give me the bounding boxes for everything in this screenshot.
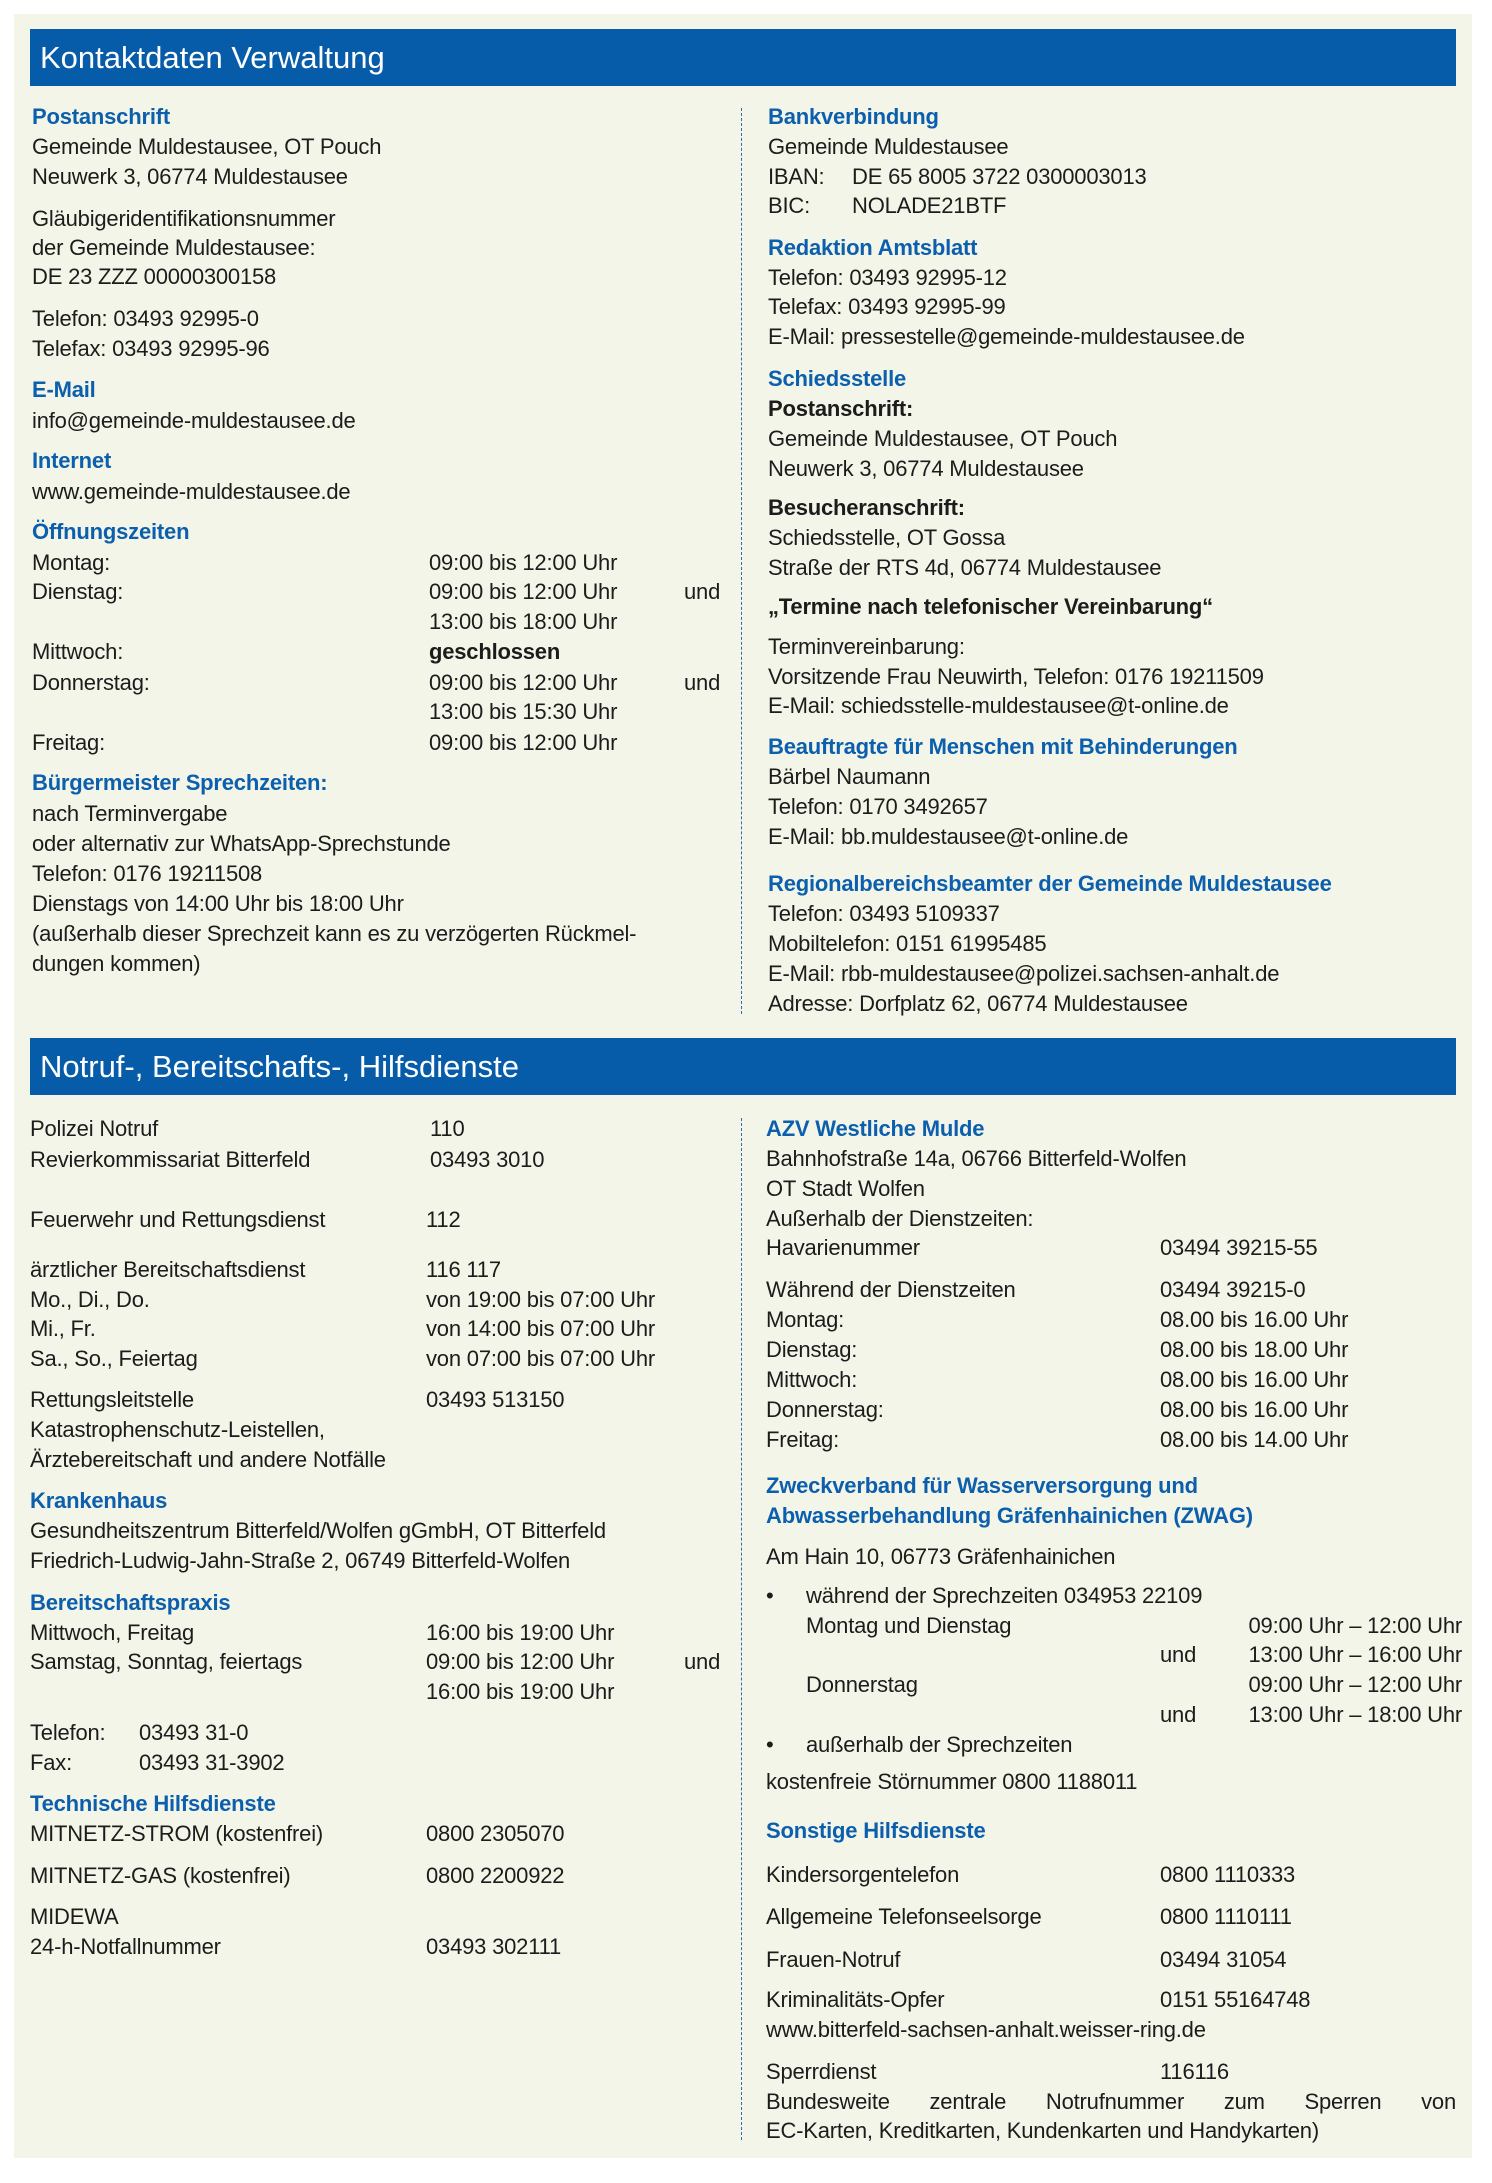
address-line: Am Hain 10, 06773 Gräfenhainichen: [766, 1544, 1116, 1569]
service-label: MITNETZ-STROM (kostenfrei): [30, 1821, 324, 1846]
day-label: Freitag:: [32, 730, 105, 755]
section-header-verwaltung: Kontaktdaten Verwaltung: [30, 29, 1456, 86]
tel-label: Telefon:: [30, 1720, 106, 1745]
email-link[interactable]: E-Mail: pressestelle@gemeinde-muldestausee.de: [768, 324, 1245, 349]
hours: 09:00 bis 12:00 Uhr: [429, 579, 618, 604]
bullet-icon: •: [766, 1732, 774, 1757]
service-number: 03493 302111: [426, 1934, 562, 1959]
hours: 16:00 bis 19:00 Uhr: [426, 1679, 615, 1704]
address-line: Neuwerk 3, 06774 Muldestausee: [32, 164, 348, 189]
service-hours: von 07:00 bis 07:00 Uhr: [426, 1346, 655, 1371]
bank-name: Gemeinde Muldestausee: [768, 134, 1009, 159]
heading-krankenhaus: Krankenhaus: [30, 1488, 168, 1513]
hours: 09:00 bis 12:00 Uhr: [429, 550, 618, 575]
day-label: Donnerstag:: [766, 1397, 884, 1422]
text-line: Außerhalb der Dienstzeiten:: [766, 1206, 1034, 1231]
heading-zwag: Zweckverband für Wasserversorgung und: [766, 1473, 1198, 1498]
day-label: Dienstag:: [766, 1337, 858, 1362]
service-label: Frauen-Notruf: [766, 1947, 901, 1972]
service-label: Sperrdienst: [766, 2059, 877, 2084]
and-label: und: [1160, 1642, 1197, 1667]
email-link[interactable]: E-Mail: bb.muldestausee@t-online.de: [768, 824, 1129, 849]
address-line: Schiedsstelle, OT Gossa: [768, 525, 1006, 550]
service-note: EC-Karten, Kreditkarten, Kundenkarten und Handykarten): [766, 2118, 1319, 2143]
bic-value: NOLADE21BTF: [852, 193, 1007, 218]
day-label: Dienstag:: [32, 579, 124, 604]
heading-oeffnungszeiten: Öffnungszeiten: [32, 519, 190, 544]
service-note: Ärztebereitschaft und andere Notfälle: [30, 1447, 386, 1472]
and-label: und: [1160, 1702, 1197, 1727]
text-line: dungen kommen): [32, 951, 201, 976]
email-link[interactable]: E-Mail: rbb-muldestausee@polizei.sachsen-anhalt.de: [768, 961, 1280, 986]
day-label: Montag:: [766, 1307, 845, 1332]
telefon: Telefon: 0170 3492657: [768, 794, 988, 819]
hours: 09:00 Uhr – 12:00 Uhr: [1248, 1613, 1462, 1638]
text-line: Dienstags von 14:00 Uhr bis 18:00 Uhr: [32, 891, 404, 916]
bullet-text: außerhalb der Sprechzeiten: [806, 1732, 1073, 1757]
heading-regional: Regionalbereichsbeamter der Gemeinde Muldestausee: [768, 871, 1332, 896]
hours: 08.00 bis 16.00 Uhr: [1160, 1307, 1349, 1332]
service-number: 03493 513150: [426, 1387, 565, 1412]
service-label: Kriminalitäts-Opfer: [766, 1987, 945, 2012]
service-label: MIDEWA: [30, 1904, 119, 1929]
service-number: 03493 3010: [430, 1147, 545, 1172]
visitor-label: Besucheranschrift:: [768, 495, 965, 520]
appointment-note: „Termine nach telefonischer Vereinbarung“: [768, 594, 1213, 619]
heading-buergermeister: Bürgermeister Sprechzeiten:: [32, 770, 328, 795]
mobil: Mobiltelefon: 0151 61995485: [768, 931, 1047, 956]
service-note: Katastrophenschutz-Leistellen,: [30, 1417, 325, 1442]
bic-label: BIC:: [768, 193, 810, 218]
day-label: Mittwoch, Freitag: [30, 1620, 195, 1645]
website-link[interactable]: www.gemeinde-muldestausee.de: [32, 479, 351, 504]
address-line: Bahnhofstraße 14a, 06766 Bitterfeld-Wolfen: [766, 1146, 1187, 1171]
and-label: und: [684, 579, 721, 604]
bullet-icon: •: [766, 1583, 774, 1608]
section-header-notruf: Notruf-, Bereitschafts-, Hilfsdienste: [30, 1038, 1456, 1095]
service-number: 0151 55164748: [1160, 1987, 1311, 2012]
hours: 09:00 bis 12:00 Uhr: [426, 1649, 615, 1674]
day-label: Montag und Dienstag: [806, 1613, 1012, 1638]
hours: 08.00 bis 16.00 Uhr: [1160, 1367, 1349, 1392]
service-number: 03494 31054: [1160, 1947, 1287, 1972]
post-label: Postanschrift:: [768, 396, 914, 421]
hours: 09:00 Uhr – 12:00 Uhr: [1248, 1672, 1462, 1697]
hours: 08.00 bis 16.00 Uhr: [1160, 1397, 1349, 1422]
service-label: MITNETZ-GAS (kostenfrei): [30, 1863, 291, 1888]
service-hours: von 19:00 bis 07:00 Uhr: [426, 1287, 655, 1312]
day-label: Montag:: [32, 550, 111, 575]
service-label: Feuerwehr und Rettungsdienst: [30, 1207, 326, 1232]
day-label: Mittwoch:: [766, 1367, 858, 1392]
service-label: Havarienummer: [766, 1235, 920, 1260]
fax-label: Fax:: [30, 1750, 72, 1775]
service-label: Während der Dienstzeiten: [766, 1277, 1016, 1302]
telefon: Telefon: 03493 92995-0: [32, 306, 259, 331]
service-label: Revierkommissariat Bitterfeld: [30, 1147, 311, 1172]
tel-value: 03493 31-0: [139, 1720, 249, 1745]
hours: 13:00 bis 18:00 Uhr: [429, 609, 618, 634]
hours: 13:00 Uhr – 16:00 Uhr: [1248, 1642, 1462, 1667]
hours: 08.00 bis 14.00 Uhr: [1160, 1427, 1349, 1452]
service-label: Sa., So., Feiertag: [30, 1346, 198, 1371]
service-label: Polizei Notruf: [30, 1116, 159, 1141]
service-label: 24-h-Notfallnummer: [30, 1934, 221, 1959]
iban-label: IBAN:: [768, 164, 825, 189]
hours: 09:00 bis 12:00 Uhr: [429, 670, 618, 695]
service-number: 0800 1110333: [1160, 1862, 1296, 1887]
fault-number: kostenfreie Störnummer 0800 1188011: [766, 1769, 1138, 1794]
service-number: 0800 1110111: [1160, 1904, 1292, 1929]
and-label: und: [684, 1649, 721, 1674]
hours: 09:00 bis 12:00 Uhr: [429, 730, 618, 755]
address-line: Straße der RTS 4d, 06774 Muldestausee: [768, 555, 1162, 580]
hours: 08.00 bis 18.00 Uhr: [1160, 1337, 1349, 1362]
address-line: Neuwerk 3, 06774 Muldestausee: [768, 456, 1084, 481]
heading-schiedsstelle: Schiedsstelle: [768, 366, 907, 391]
iban-value: DE 65 8005 3722 0300003013: [852, 164, 1147, 189]
service-label: Kindersorgentelefon: [766, 1862, 960, 1887]
appointment-label: Terminvereinbarung:: [768, 634, 965, 659]
heading-technisch: Technische Hilfsdienste: [30, 1791, 276, 1816]
fax-value: 03493 31-3902: [139, 1750, 285, 1775]
hours: 13:00 Uhr – 18:00 Uhr: [1248, 1702, 1462, 1727]
email-link[interactable]: E-Mail: schiedsstelle-muldestausee@t-online.de: [768, 693, 1229, 718]
creditor-id-label: Gläubigeridentifikationsnummer: [32, 206, 336, 231]
address-line: Gemeinde Muldestausee, OT Pouch: [768, 426, 1118, 451]
service-hours: von 14:00 bis 07:00 Uhr: [426, 1316, 655, 1341]
heading-beauftragte: Beauftragte für Menschen mit Behinderungen: [768, 734, 1238, 759]
heading-sonstige: Sonstige Hilfsdienste: [766, 1818, 986, 1843]
service-label: Mi., Fr.: [30, 1316, 96, 1341]
column-divider: [741, 1118, 742, 2140]
bullet-text: während der Sprechzeiten 034953 22109: [806, 1583, 1203, 1608]
creditor-id-label: der Gemeinde Muldestausee:: [32, 235, 316, 260]
service-number: 116116: [1160, 2059, 1229, 2084]
telefon: Telefon: 03493 92995-12: [768, 265, 1007, 290]
heading-internet: Internet: [32, 448, 112, 473]
service-label: Mo., Di., Do.: [30, 1287, 150, 1312]
heading-postanschrift: Postanschrift: [32, 104, 170, 129]
contact-line: Vorsitzende Frau Neuwirth, Telefon: 0176 19211509: [768, 664, 1264, 689]
creditor-id-value: DE 23 ZZZ 00000300158: [32, 264, 277, 289]
hours: 16:00 bis 19:00 Uhr: [426, 1620, 615, 1645]
heading-azv: AZV Westliche Mulde: [766, 1116, 985, 1141]
website-link[interactable]: www.bitterfeld-sachsen-anhalt.weisser-ring.de: [766, 2017, 1206, 2042]
day-label: Donnerstag:: [32, 670, 150, 695]
service-label: Allgemeine Telefonseelsorge: [766, 1904, 1042, 1929]
day-label: Donnerstag: [806, 1672, 918, 1697]
service-number: 112: [426, 1207, 461, 1232]
heading-bankverbindung: Bankverbindung: [768, 104, 939, 129]
service-number: 0800 2200922: [426, 1863, 565, 1888]
telefax: Telefax: 03493 92995-99: [768, 294, 1006, 319]
telefon: Telefon: 03493 5109337: [768, 901, 1000, 926]
heading-zwag: Abwasserbehandlung Gräfenhainichen (ZWAG): [766, 1503, 1253, 1528]
text-line: oder alternativ zur WhatsApp-Sprechstunde: [32, 831, 451, 856]
heading-bereitschaftspraxis: Bereitschaftspraxis: [30, 1590, 231, 1615]
service-label: ärztlicher Bereitschaftsdienst: [30, 1257, 306, 1282]
heading-email: E-Mail: [32, 377, 96, 402]
address-line: Gesundheitszentrum Bitterfeld/Wolfen gGmbH, OT Bitterfeld: [30, 1518, 606, 1543]
address-line: Gemeinde Muldestausee, OT Pouch: [32, 134, 382, 159]
hours: geschlossen: [429, 639, 561, 664]
email-link[interactable]: info@gemeinde-muldestausee.de: [32, 408, 356, 433]
service-note: Bundesweite zentrale Notrufnummer zum Sperren von: [766, 2089, 1456, 2114]
heading-redaktion: Redaktion Amtsblatt: [768, 235, 978, 260]
service-number: 110: [430, 1116, 465, 1141]
text-line: (außerhalb dieser Sprechzeit kann es zu verzögerten Rückmel-: [32, 921, 637, 946]
day-label: Mittwoch:: [32, 639, 124, 664]
address-line: Adresse: Dorfplatz 62, 06774 Muldestausee: [768, 991, 1188, 1016]
service-number: 0800 2305070: [426, 1821, 565, 1846]
column-divider: [741, 108, 742, 1014]
address-line: Friedrich-Ludwig-Jahn-Straße 2, 06749 Bitterfeld-Wolfen: [30, 1548, 571, 1573]
service-number: 116 117: [426, 1257, 501, 1282]
day-label: Samstag, Sonntag, feiertags: [30, 1649, 303, 1674]
address-line: OT Stadt Wolfen: [766, 1176, 925, 1201]
and-label: und: [684, 670, 721, 695]
service-number: 03494 39215-0: [1160, 1277, 1306, 1302]
service-label: Rettungsleitstelle: [30, 1387, 194, 1412]
text-line: nach Terminvergabe: [32, 801, 228, 826]
service-number: 03494 39215-55: [1160, 1235, 1318, 1260]
hours: 13:00 bis 15:30 Uhr: [429, 699, 618, 724]
text-line: Telefon: 0176 19211508: [32, 861, 263, 886]
person-name: Bärbel Naumann: [768, 764, 931, 789]
telefax: Telefax: 03493 92995-96: [32, 336, 270, 361]
day-label: Freitag:: [766, 1427, 839, 1452]
